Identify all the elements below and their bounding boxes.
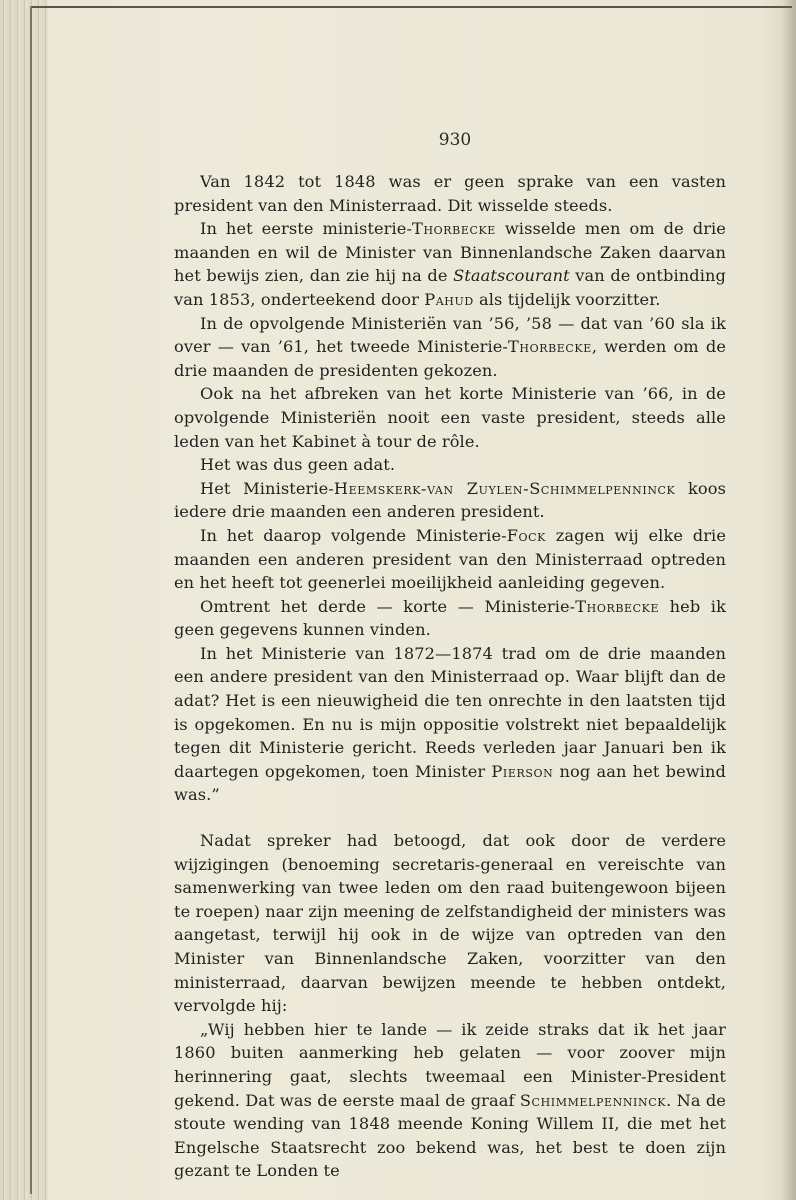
text-run: van de ontbinding van 1853, onderteekend door: [174, 266, 726, 309]
text-run: heb ik geen gegevens kunnen vinden.: [174, 596, 726, 640]
text-run: In het eerste ministerie-: [200, 219, 413, 239]
paragraph-p11: [174, 1018, 726, 1183]
paragraph-p7: [174, 524, 726, 595]
text-run: Omtrent het derde — korte — Ministerie-: [200, 596, 576, 616]
text-run: Van 1842 tot 1848 was er geen sprake van een vasten president van den Ministerraad. Dit wisselde steeds.: [174, 172, 726, 215]
paragraph-p5: [174, 453, 726, 477]
paragraph-gap: [174, 807, 726, 829]
text-run: koos iedere drie maanden een anderen president.: [174, 478, 726, 522]
paragraph-p2: [174, 217, 726, 311]
name-small-caps: Thorbecke: [508, 337, 592, 357]
name-small-caps: Thorbecke: [575, 596, 660, 616]
paragraph-p8: [174, 595, 726, 642]
text-run: zagen wij elke drie maanden een anderen president van den Ministerraad optreden en het heeft tot geenerlei moeilijkheid aanleiding gegeven.: [174, 525, 726, 593]
paragraph-p6: [174, 477, 726, 524]
text-run: Nadat spreker had betoogd, dat ook door de verdere wijzigingen (benoeming secretaris-generaal en vereischte van samenwerking van twee leden om den raad buitengewoon bijeen te roepen) naar zijn meening de zelfstandigheid der ministers was aangetast, terwijl hij ook in de wijze van optreden van den Minister van Binnenlandsche Zaken, voorzitter van den ministerraad, daarvan bewijzen meende te hebben ontdekt, vervolgde hij:: [174, 831, 726, 1016]
page-left-border: [30, 6, 32, 1194]
text-run: Het was dus geen adat.: [200, 455, 396, 475]
name-small-caps: Schimmelpenninck: [519, 1090, 667, 1110]
paragraph-p9: [174, 642, 726, 807]
paragraph-p3: [174, 312, 726, 383]
text-run: Het Ministerie-: [200, 478, 334, 498]
text-run: . Na de stoute wending van 1848 meende Koning Willem II, die met het Engelsche Staatsrecht zoo bekend was, het best te doen zijn gezant te Londen te: [174, 1090, 726, 1181]
page-right-shadow: [782, 0, 796, 1200]
paragraph-p10: [174, 829, 726, 1018]
body-text: [174, 170, 726, 1183]
name-small-caps: Pierson: [491, 761, 554, 781]
text-run: wisselde men om de drie maanden en wil de Minister van Binnenlandsche Zaken daarvan het bewijs zien, dan zie hij na de: [174, 219, 726, 286]
name-small-caps: Pahud: [424, 289, 474, 309]
name-small-caps: Thorbecke: [412, 219, 496, 239]
book-binding-edge: [0, 0, 48, 1200]
text-run: Ook na het afbreken van het korte Ministerie van ’66, in de opvolgende Ministeriën nooit een vaste president, steeds alle leden van het Kabinet à tour de rôle.: [174, 384, 726, 451]
text-run: nog aan het bewind was.”: [174, 761, 727, 805]
text-run: In de opvolgende Ministeriën van ’56, ’58 — dat van ’60 sla ik over — van ’61, het tweede Ministerie-: [174, 313, 726, 357]
text-run: , werden om de drie maanden de presidenten gekozen.: [174, 337, 726, 380]
page-top-border: [30, 6, 792, 8]
text-run: als tijdelijk voorzitter.: [473, 289, 661, 309]
text-run: „Wij hebben hier te lande — ik zeide straks dat ik het jaar 1860 buiten aanmerking heb gelaten — voor zoover mijn herinnering gaat, slechts tweemaal een Minister-President gekend. Dat was de eerste maal de graaf: [174, 1019, 726, 1110]
paragraph-p4: [174, 382, 726, 453]
name-small-caps: Heemskerk-van Zuylen-Schimmelpenninck: [333, 478, 676, 498]
text-run: In het daarop volgende Ministerie-: [200, 525, 507, 545]
name-small-caps: Fock: [506, 525, 547, 545]
page-number: 930: [438, 130, 472, 150]
italic-title: Staatscourant: [453, 266, 570, 286]
text-run: In het Ministerie van 1872—1874 trad om de drie maanden een andere president van den Ministerraad op. Waar blijft dan de adat? Het is een nieuwigheid die ten onrechte in den laatsten tijd is opgekomen. En nu is mijn oppositie volstrekt niet bepaaldelijk tegen dit Ministerie gericht. Reeds verleden jaar Januari ben ik daartegen opgekomen, toen Minister: [174, 643, 726, 781]
paragraph-p1: [174, 170, 726, 217]
